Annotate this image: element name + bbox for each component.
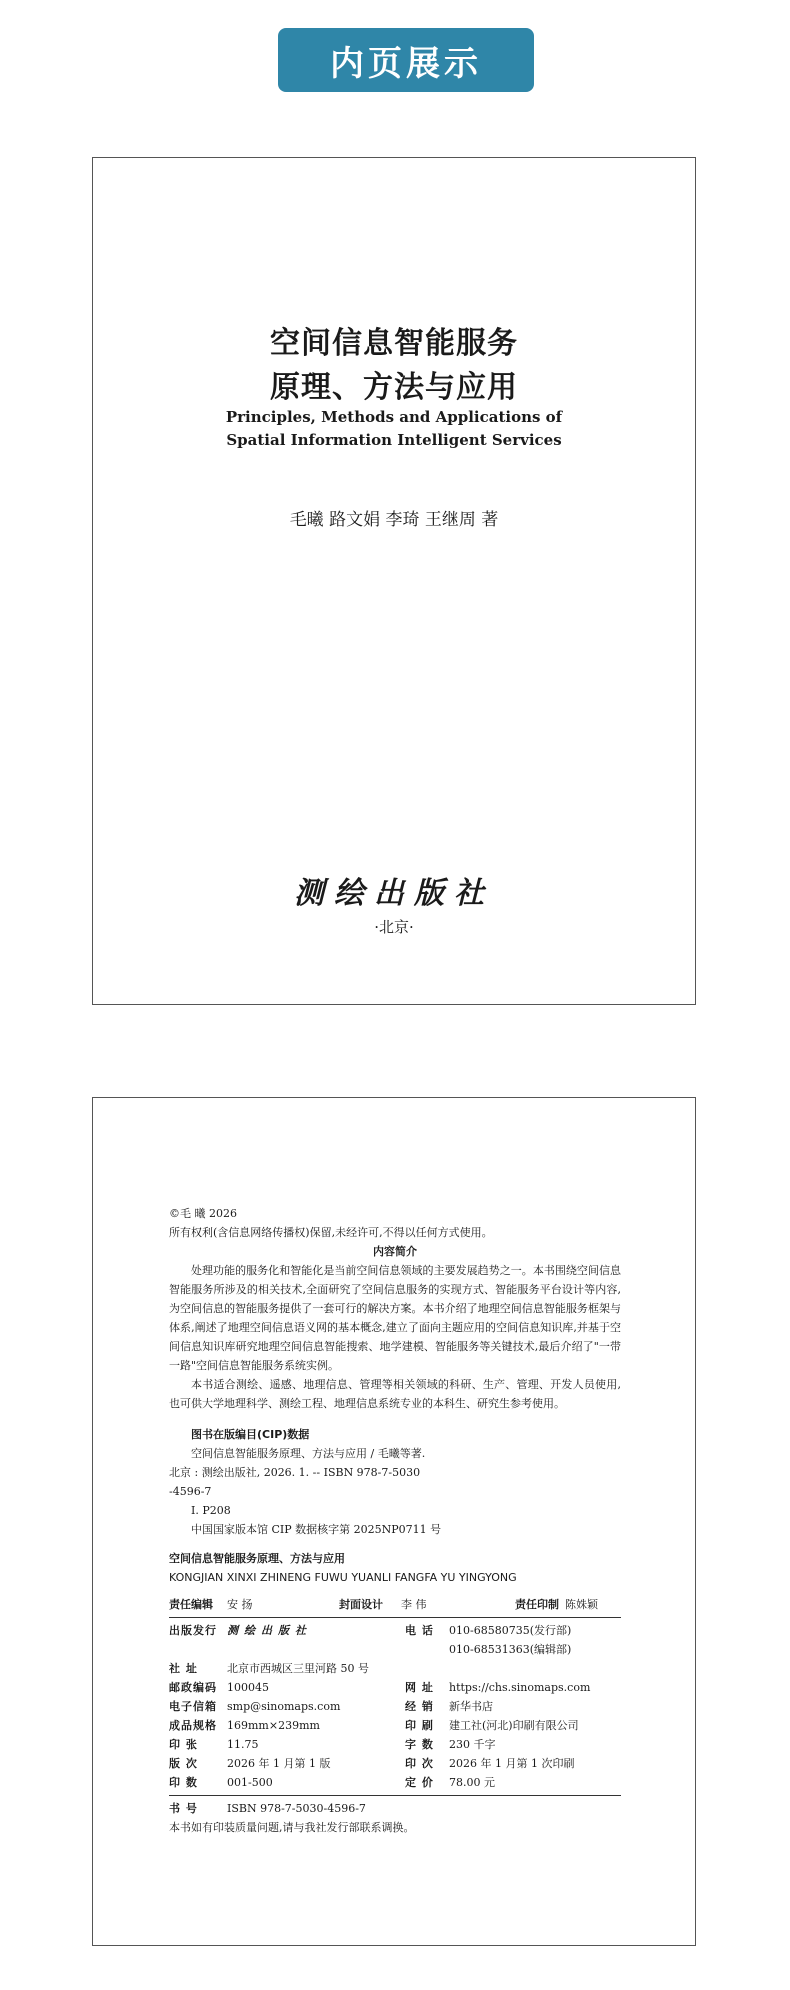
info-value: 230 千字 xyxy=(449,1738,496,1751)
editor-row xyxy=(169,1595,621,1614)
cip-line-2: 北京 : 测绘出版社, 2026. 1. -- ISBN 978-7-5030 xyxy=(169,1466,421,1479)
book-title-pinyin: KONGJIAN XINXI ZHINENG FUWU YUANLI FANGFA YU YINGYONG xyxy=(169,1571,517,1584)
info-value: 2026 年 1 月第 1 次印刷 xyxy=(449,1757,575,1770)
info-value: 010-68531363(编辑部) xyxy=(449,1643,572,1656)
title-en-line1: Principles, Methods and Applications of xyxy=(225,408,563,426)
isbn-key: 书 号 xyxy=(169,1802,198,1815)
info-key: 印 次 xyxy=(405,1757,434,1770)
cip-heading: 图书在版编目(CIP)数据 xyxy=(191,1428,310,1441)
editor-value-3: 陈姝颖 xyxy=(565,1598,598,1611)
info-value: 新华书店 xyxy=(449,1700,493,1713)
info-value-publisher-logo: 测绘出版社 xyxy=(227,1624,312,1637)
title-cn-line2: 原理、方法与应用 xyxy=(270,370,518,405)
info-value: 建工社(河北)印刷有限公司 xyxy=(449,1719,579,1732)
info-key: 电 话 xyxy=(405,1624,434,1637)
cip-line-1: 空间信息智能服务原理、方法与应用 / 毛曦等著. xyxy=(191,1447,426,1460)
info-key: 印 张 xyxy=(169,1738,198,1751)
info-key: 字 数 xyxy=(405,1738,434,1751)
section-banner xyxy=(278,28,534,92)
editor-value-2: 李 伟 xyxy=(401,1598,427,1611)
editor-value-1: 安 扬 xyxy=(227,1598,253,1611)
title-cn-line1: 空间信息智能服务 xyxy=(270,326,518,361)
info-key: 定 价 xyxy=(405,1776,434,1789)
isbn-row xyxy=(169,1799,621,1818)
info-value: 001-500 xyxy=(227,1776,273,1789)
divider xyxy=(169,1795,621,1796)
info-value: 78.00 元 xyxy=(449,1776,495,1789)
info-key: 邮政编码 xyxy=(169,1681,217,1694)
info-value xyxy=(227,1640,405,1659)
authors: 毛曦 路文娟 李琦 王继周 著 xyxy=(289,510,499,530)
info-value: https://chs.sinomaps.com xyxy=(449,1681,591,1694)
info-key: 版 次 xyxy=(169,1757,198,1770)
info-value xyxy=(449,1659,621,1678)
title-en-line2: Spatial Information Intelligent Services xyxy=(226,431,562,449)
info-value: 11.75 xyxy=(227,1738,259,1751)
editor-key-1: 责任编辑 xyxy=(169,1598,213,1611)
editor-key-3: 责任印制 xyxy=(515,1598,559,1611)
info-value: 100045 xyxy=(227,1681,269,1694)
cip-line-4: Ⅰ. P208 xyxy=(191,1504,231,1517)
book-title-cn: 空间信息智能服务原理、方法与应用 xyxy=(169,1552,345,1565)
cip-line-3: -4596-7 xyxy=(169,1485,212,1498)
info-key xyxy=(405,1659,449,1678)
summary-paragraph-1: 处理功能的服务化和智能化是当前空间信息领域的主要发展趋势之一。本书围绕空间信息智能服务所涉及的相关技术,全面研究了空间信息服务的实现方式、智能服务平台设计等内容,为空间信息的智能服务提供了一套可行的解决方案。本书介绍了地理空间信息智能服务框架与体系,阐述了地理空间信息语义网的基本概念,建立了面向主题应用的空间信息知识库,并基于空间信息知识库研究地理空间信息智能搜索、地学建模、智能服务等关键技术,最后介绍了"一带一路"空间信息智能服务系统实例。 xyxy=(169,1264,621,1372)
info-value: smp@sinomaps.com xyxy=(227,1700,341,1713)
publication-info-grid xyxy=(169,1621,621,1792)
copyright-page xyxy=(92,1097,696,1946)
info-value: 2026 年 1 月第 1 版 xyxy=(227,1757,331,1770)
info-value: 北京市西城区三里河路 50 号 xyxy=(227,1662,369,1675)
copyright-block xyxy=(169,1204,621,1837)
publisher-logo: 测绘出版社 xyxy=(294,876,494,911)
isbn-value: ISBN 978-7-5030-4596-7 xyxy=(227,1802,366,1815)
info-key: 成品规格 xyxy=(169,1719,217,1732)
banner-label: 内页展示 xyxy=(330,43,482,84)
publisher-city: ·北京· xyxy=(374,918,414,936)
info-key xyxy=(169,1640,227,1659)
info-key: 出版发行 xyxy=(169,1624,217,1637)
rights-statement: 所有权利(含信息网络传播权)保留,未经许可,不得以任何方式使用。 xyxy=(169,1226,493,1239)
info-key: 印 刷 xyxy=(405,1719,434,1732)
copyright-line: ©毛 曦 2026 xyxy=(169,1207,237,1220)
editor-key-2: 封面设计 xyxy=(339,1598,383,1611)
title-page xyxy=(92,157,696,1005)
info-key: 经 销 xyxy=(405,1700,434,1713)
quality-notice: 本书如有印装质量问题,请与我社发行部联系调换。 xyxy=(169,1821,415,1834)
summary-paragraph-2: 本书适合测绘、遥感、地理信息、管理等相关领域的科研、生产、管理、开发人员使用,也可供大学地理科学、测绘工程、地理信息系统专业的本科生、研究生参考使用。 xyxy=(169,1378,621,1410)
info-key: 社 址 xyxy=(169,1662,198,1675)
info-key xyxy=(405,1640,449,1659)
cip-line-5: 中国国家版本馆 CIP 数据核字第 2025NP0711 号 xyxy=(191,1523,442,1536)
summary-heading: 内容简介 xyxy=(373,1245,417,1258)
info-value: 010-68580735(发行部) xyxy=(449,1624,572,1637)
info-key: 网 址 xyxy=(405,1681,434,1694)
info-key: 电子信箱 xyxy=(169,1700,217,1713)
info-value: 169mm×239mm xyxy=(227,1719,320,1732)
divider xyxy=(169,1617,621,1618)
info-key: 印 数 xyxy=(169,1776,198,1789)
